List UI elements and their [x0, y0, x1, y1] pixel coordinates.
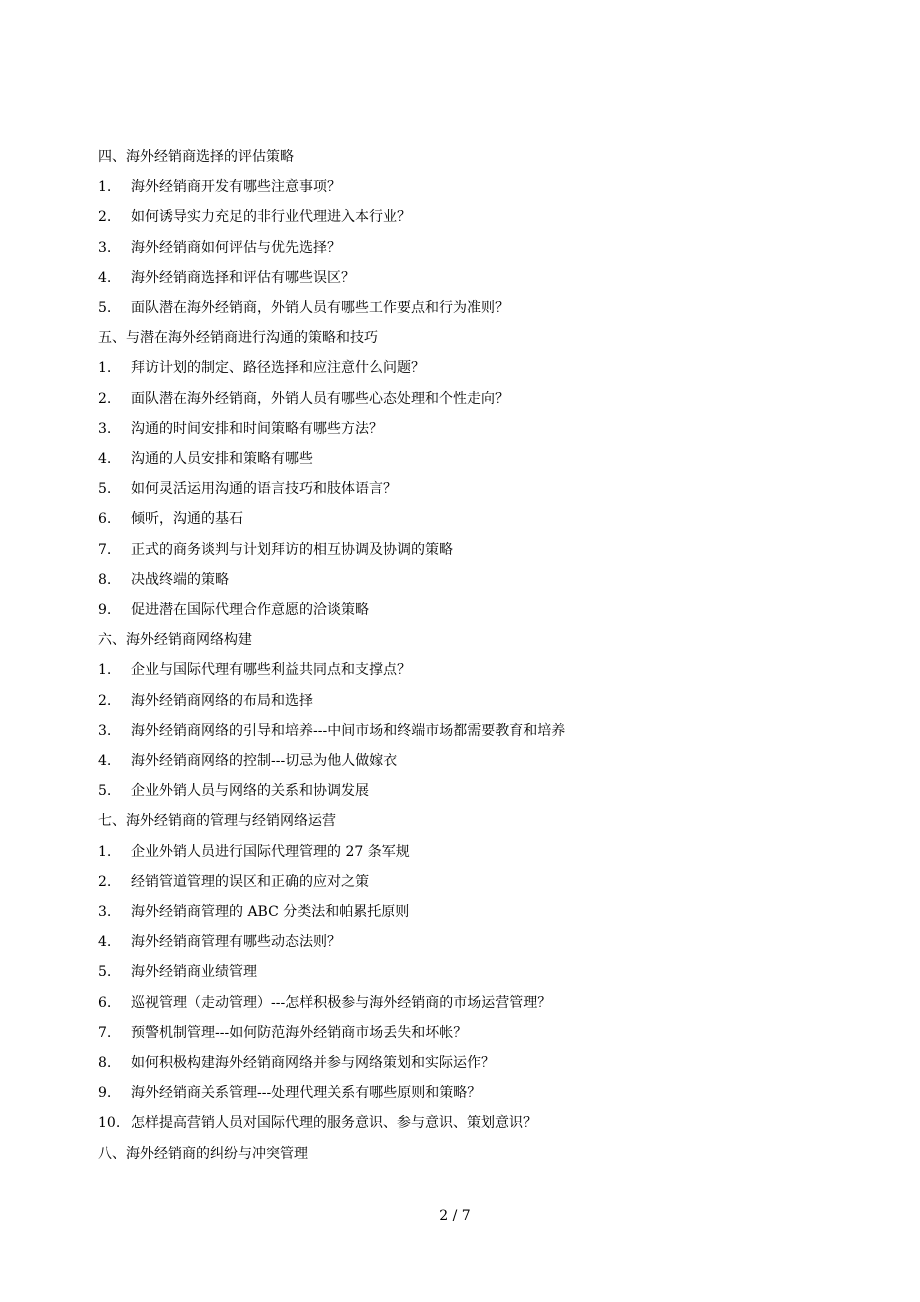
list-item-text: 企业外销人员进行国际代理管理的 27 条军规 [131, 843, 410, 860]
list-item-text: 正式的商务谈判与计划拜访的相互协调及协调的策略 [131, 541, 453, 558]
list-item [98, 988, 551, 1018]
list-item-text: 面队潜在海外经销商，外销人员有哪些工作要点和行为准则？ [131, 300, 509, 316]
list-item-number: 2. [98, 209, 112, 226]
list-item-text: 巡视管理（走动管理）---怎样积极参与海外经销商的市场运营管理？ [131, 994, 552, 1011]
list-item [98, 535, 453, 565]
list-item [98, 957, 257, 987]
list-item-text: 企业与国际代理有哪些利益共同点和支撑点？ [131, 662, 411, 679]
list-item-number: 7. [98, 1024, 112, 1041]
list-item-number: 4. [98, 934, 112, 951]
list-item-text: 海外经销商管理的 ABC 分类法和帕累托原则 [131, 904, 410, 920]
list-item-text: 海外经销商如何评估与优先选择？ [131, 239, 341, 256]
list-item-number: 1. [98, 662, 112, 679]
list-item [98, 414, 383, 444]
list-item-number: 2. [98, 390, 112, 407]
list-item-text: 怎样提高营销人员对国际代理的服务意识、参与意识、策划意识？ [131, 1115, 537, 1132]
section-heading-text: 四、海外经销商选择的评估策略 [98, 149, 294, 165]
list-item-text: 海外经销商关系管理---处理代理关系有哪些原则和策略？ [131, 1085, 482, 1102]
list-item-number: 5. [98, 481, 112, 498]
list-item-number: 5. [98, 964, 112, 981]
list-item [98, 746, 397, 776]
list-item-text: 海外经销商网络的布局和选择 [131, 692, 313, 709]
list-item [98, 233, 341, 263]
list-item-text: 经销管道管理的误区和正确的应对之策 [131, 873, 369, 890]
list-item-number: 5. [98, 300, 112, 316]
section-heading [98, 806, 336, 836]
list-item-text: 海外经销商网络的控制---切忌为他人做嫁衣 [131, 753, 398, 769]
list-item-text: 海外经销商网络的引导和培养---中间市场和终端市场都需要教育和培养 [131, 722, 566, 739]
list-item [98, 293, 509, 323]
list-item-number: 10. [98, 1115, 121, 1132]
list-item [98, 504, 243, 534]
list-item [98, 565, 229, 595]
list-item-text: 企业外销人员与网络的关系和协调发展 [131, 783, 369, 800]
list-item [98, 384, 509, 414]
list-item-text: 决战终端的策略 [131, 571, 229, 588]
list-item-number: 8. [98, 1055, 112, 1071]
list-item-number: 3. [98, 722, 112, 739]
list-item-number: 1. [98, 179, 112, 196]
list-item [98, 837, 410, 867]
list-item [98, 474, 397, 504]
list-item-number: 3. [98, 239, 112, 256]
list-item-text: 面队潜在海外经销商，外销人员有哪些心态处理和个性走向？ [131, 390, 509, 407]
list-item-number: 4. [98, 269, 112, 286]
list-item-text: 沟通的时间安排和时间策略有哪些方法？ [131, 420, 383, 437]
section-heading [98, 1139, 308, 1169]
list-item [98, 867, 369, 897]
list-item [98, 686, 313, 716]
list-item [98, 776, 369, 806]
section-heading [98, 142, 294, 172]
list-item-text: 海外经销商选择和评估有哪些误区？ [131, 269, 355, 286]
section-heading [98, 323, 378, 353]
list-item-number: 4. [98, 753, 112, 769]
list-item-text: 促进潜在国际代理合作意愿的洽谈策略 [131, 602, 369, 618]
list-item-text: 海外经销商开发有哪些注意事项？ [131, 179, 341, 196]
list-item-text: 拜访计划的制定、路径选择和应注意什么问题？ [131, 360, 425, 377]
list-item [98, 444, 313, 474]
list-item-text: 倾听，沟通的基石 [131, 511, 243, 528]
list-item-number: 8. [98, 571, 112, 588]
section-heading-text: 七、海外经销商的管理与经销网络运营 [98, 813, 336, 830]
list-item-number: 2. [98, 692, 112, 709]
list-item-text: 沟通的人员安排和策略有哪些 [131, 451, 313, 467]
list-item-number: 7. [98, 541, 112, 558]
list-item [98, 172, 341, 202]
list-item [98, 595, 369, 625]
list-item-number: 4. [98, 451, 112, 467]
list-item-number: 5. [98, 783, 112, 800]
list-item [98, 263, 355, 293]
list-item [98, 202, 411, 232]
list-item-number: 2. [98, 873, 112, 890]
list-item [98, 655, 411, 685]
list-item-number: 6. [98, 511, 112, 528]
list-item-number: 1. [98, 843, 112, 860]
list-item [98, 1018, 467, 1048]
list-item-text: 海外经销商业绩管理 [131, 964, 257, 981]
list-item-number: 9. [98, 602, 112, 618]
list-item-number: 6. [98, 994, 112, 1011]
section-heading-text: 五、与潜在海外经销商进行沟通的策略和技巧 [98, 330, 378, 347]
list-item-text: 如何诱导实力充足的非行业代理进入本行业？ [131, 209, 411, 226]
section-heading-text: 六、海外经销商网络构建 [98, 632, 252, 649]
list-item-text: 海外经销商管理有哪些动态法则？ [131, 934, 341, 951]
list-item-number: 1. [98, 360, 112, 377]
list-item-number: 3. [98, 420, 112, 437]
list-item-text: 如何灵活运用沟通的语言技巧和肢体语言？ [131, 481, 397, 498]
list-item [98, 1078, 481, 1108]
list-item-number: 9. [98, 1085, 112, 1102]
list-item [98, 897, 409, 927]
list-item-text: 如何积极构建海外经销商网络并参与网络策划和实际运作？ [131, 1055, 495, 1071]
list-item [98, 1108, 537, 1138]
list-item [98, 353, 425, 383]
list-item [98, 927, 341, 957]
section-heading-text: 八、海外经销商的纠纷与冲突管理 [98, 1145, 308, 1162]
list-item-text: 预警机制管理---如何防范海外经销商市场丢失和坏帐？ [131, 1024, 468, 1041]
list-item [98, 716, 565, 746]
section-heading [98, 625, 252, 655]
list-item-number: 3. [98, 904, 112, 920]
list-item [98, 1048, 495, 1078]
page-number: 2 / 7 [439, 1208, 471, 1224]
